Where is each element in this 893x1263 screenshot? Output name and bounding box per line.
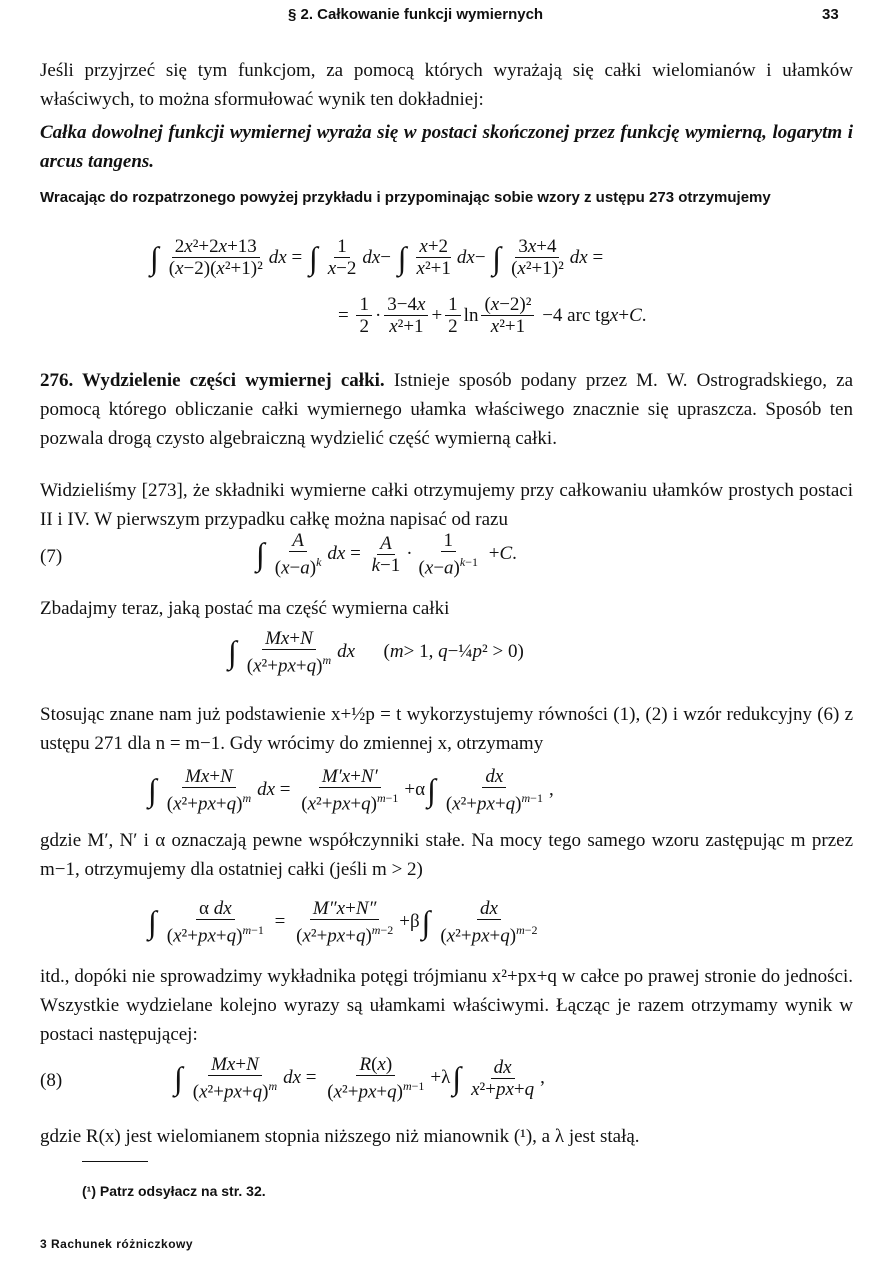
equation-reduction-1: ∫ $\frac{Mx+N}{(x^2+px+q)^m}$ dx = $\frac{M'x+N'}{(x^2+px+q)^{m-1}}$ +α ∫ $\frac{dx}{(x^2+px+q)^{m-1}}$ , [148, 766, 554, 815]
running-header: § 2. Całkowanie funkcji wymiernych [288, 6, 544, 23]
equation-example-line1: ∫ $\frac{\text{2x²+2x+13}}{\text{(x−2)(x²+1)²}}$ dx = ∫ $\frac{1}{x-2}$ dx − ∫ $\frac{x+2}{\text{x²+1}}$ dx − ∫ $\frac{3x+4}{\text{(x²+1)²}}$ dx = [150, 236, 604, 279]
page-number: 33 [822, 6, 839, 23]
section-276-text: Istnieje sposób podany przez M. W. Ostrogradskiego, za pomocą którego obliczanie całki wymiernego ułamka właściwego znacznie się upraszcza. Sposób ten pozwala drogą czysto algebraiczną wydzielić część wymierną całki. [40, 370, 853, 449]
paragraph-5: Widzieliśmy [273], że składniki wymierne całki otrzymujemy przy całkowaniu ułamków prostych postaci II i IV. W pierwszym przypadku całkę można napisać od razu [40, 480, 853, 530]
equation-7: ∫ $\frac{A}{(x-a)^k}$ dx = $\frac{A}{k-1}$ · $\frac{1}{(x-a)^{k-1}}$ + C . [256, 530, 517, 579]
equation-integral-mxn: ∫ $\frac{Mx+N}{(x^2+px+q)^m}$ dx ( m > 1, q −¼ p ² > 0) [228, 628, 524, 677]
paragraph-9: itd., dopóki nie sprowadzimy wykładnika potęgi trójmianu x²+px+q w całce po prawej stronie do jedności. Wszystkie wydzielane kolejno wyrazy są ułamkami właściwymi. Łącząc je razem otrzymamy wynik w postaci następującej: [40, 966, 853, 1045]
paragraph-10: gdzie R(x) jest wielomianem stopnia niższego niż mianownik (¹), a λ jest stałą. [40, 1126, 640, 1147]
section-276-title: 276. Wydzielenie części wymiernej całki. [40, 370, 385, 391]
equation-example-line2: = $\frac{1}{2}$ · $\frac{3-4x}{\text{x²+1}}$ + $\frac{1}{2}$ ln $\frac{\text{(x−2)²}}{\text{x²+1}}$ −4 arc tg x + C . [338, 294, 647, 337]
equation-8: ∫ $\frac{Mx+N}{(x^2+px+q)^m}$ dx = $\frac{R(x)}{(x^2+px+q)^{m-1}}$ +λ ∫ $\frac{dx}{\text{x²+px+q}}$ , [174, 1054, 545, 1103]
signature-note: 3 Rachunek różniczkowy [40, 1237, 194, 1251]
paragraph-6: Zbadajmy teraz, jaką postać ma część wymierna całki [40, 598, 450, 619]
equation-label-8: (8) [40, 1070, 63, 1091]
section-276 [40, 366, 853, 453]
paragraph-8: gdzie M′, N′ i α oznaczają pewne współczynniki stałe. Na mocy tego samego wzoru zastępując m przez m−1, otrzymujemy dla ostatniej całki (jeśli m > 2) [40, 830, 853, 880]
theorem-statement: Całka dowolnej funkcji wymiernej wyraża się w postaci skończonej przez funkcję wymierną, logarytm i arcus tangens. [40, 122, 853, 172]
paragraph-example-intro: Wracając do rozpatrzonego powyżej przykładu i przypominając sobie wzory z ustępu 273 otrzymujemy [40, 189, 771, 206]
paragraph-1: Jeśli przyjrzeć się tym funkcjom, za pomocą których wyrażają się całki wielomianów i ułamków właściwych, to można sformułować wynik ten dokładniej: [40, 60, 853, 110]
footnote-divider [82, 1161, 148, 1162]
footnote: (¹) Patrz odsyłacz na str. 32. [82, 1183, 266, 1199]
equation-label-7: (7) [40, 546, 63, 567]
paragraph-7: Stosując znane nam już podstawienie x+½p = t wykorzystujemy równości (1), (2) i wzór redukcyjny (6) z ustępu 271 dla n = m−1. Gdy wrócimy do zmiennej x, otrzymamy [40, 704, 853, 754]
equation-reduction-2: ∫ $\frac{\text{α dx}}{(x^2+px+q)^{m-1}}$ = $\frac{M''x+N''}{(x^2+px+q)^{m-2}}$ +β ∫ $\frac{dx}{(x^2+px+q)^{m-2}}$ [148, 898, 538, 947]
